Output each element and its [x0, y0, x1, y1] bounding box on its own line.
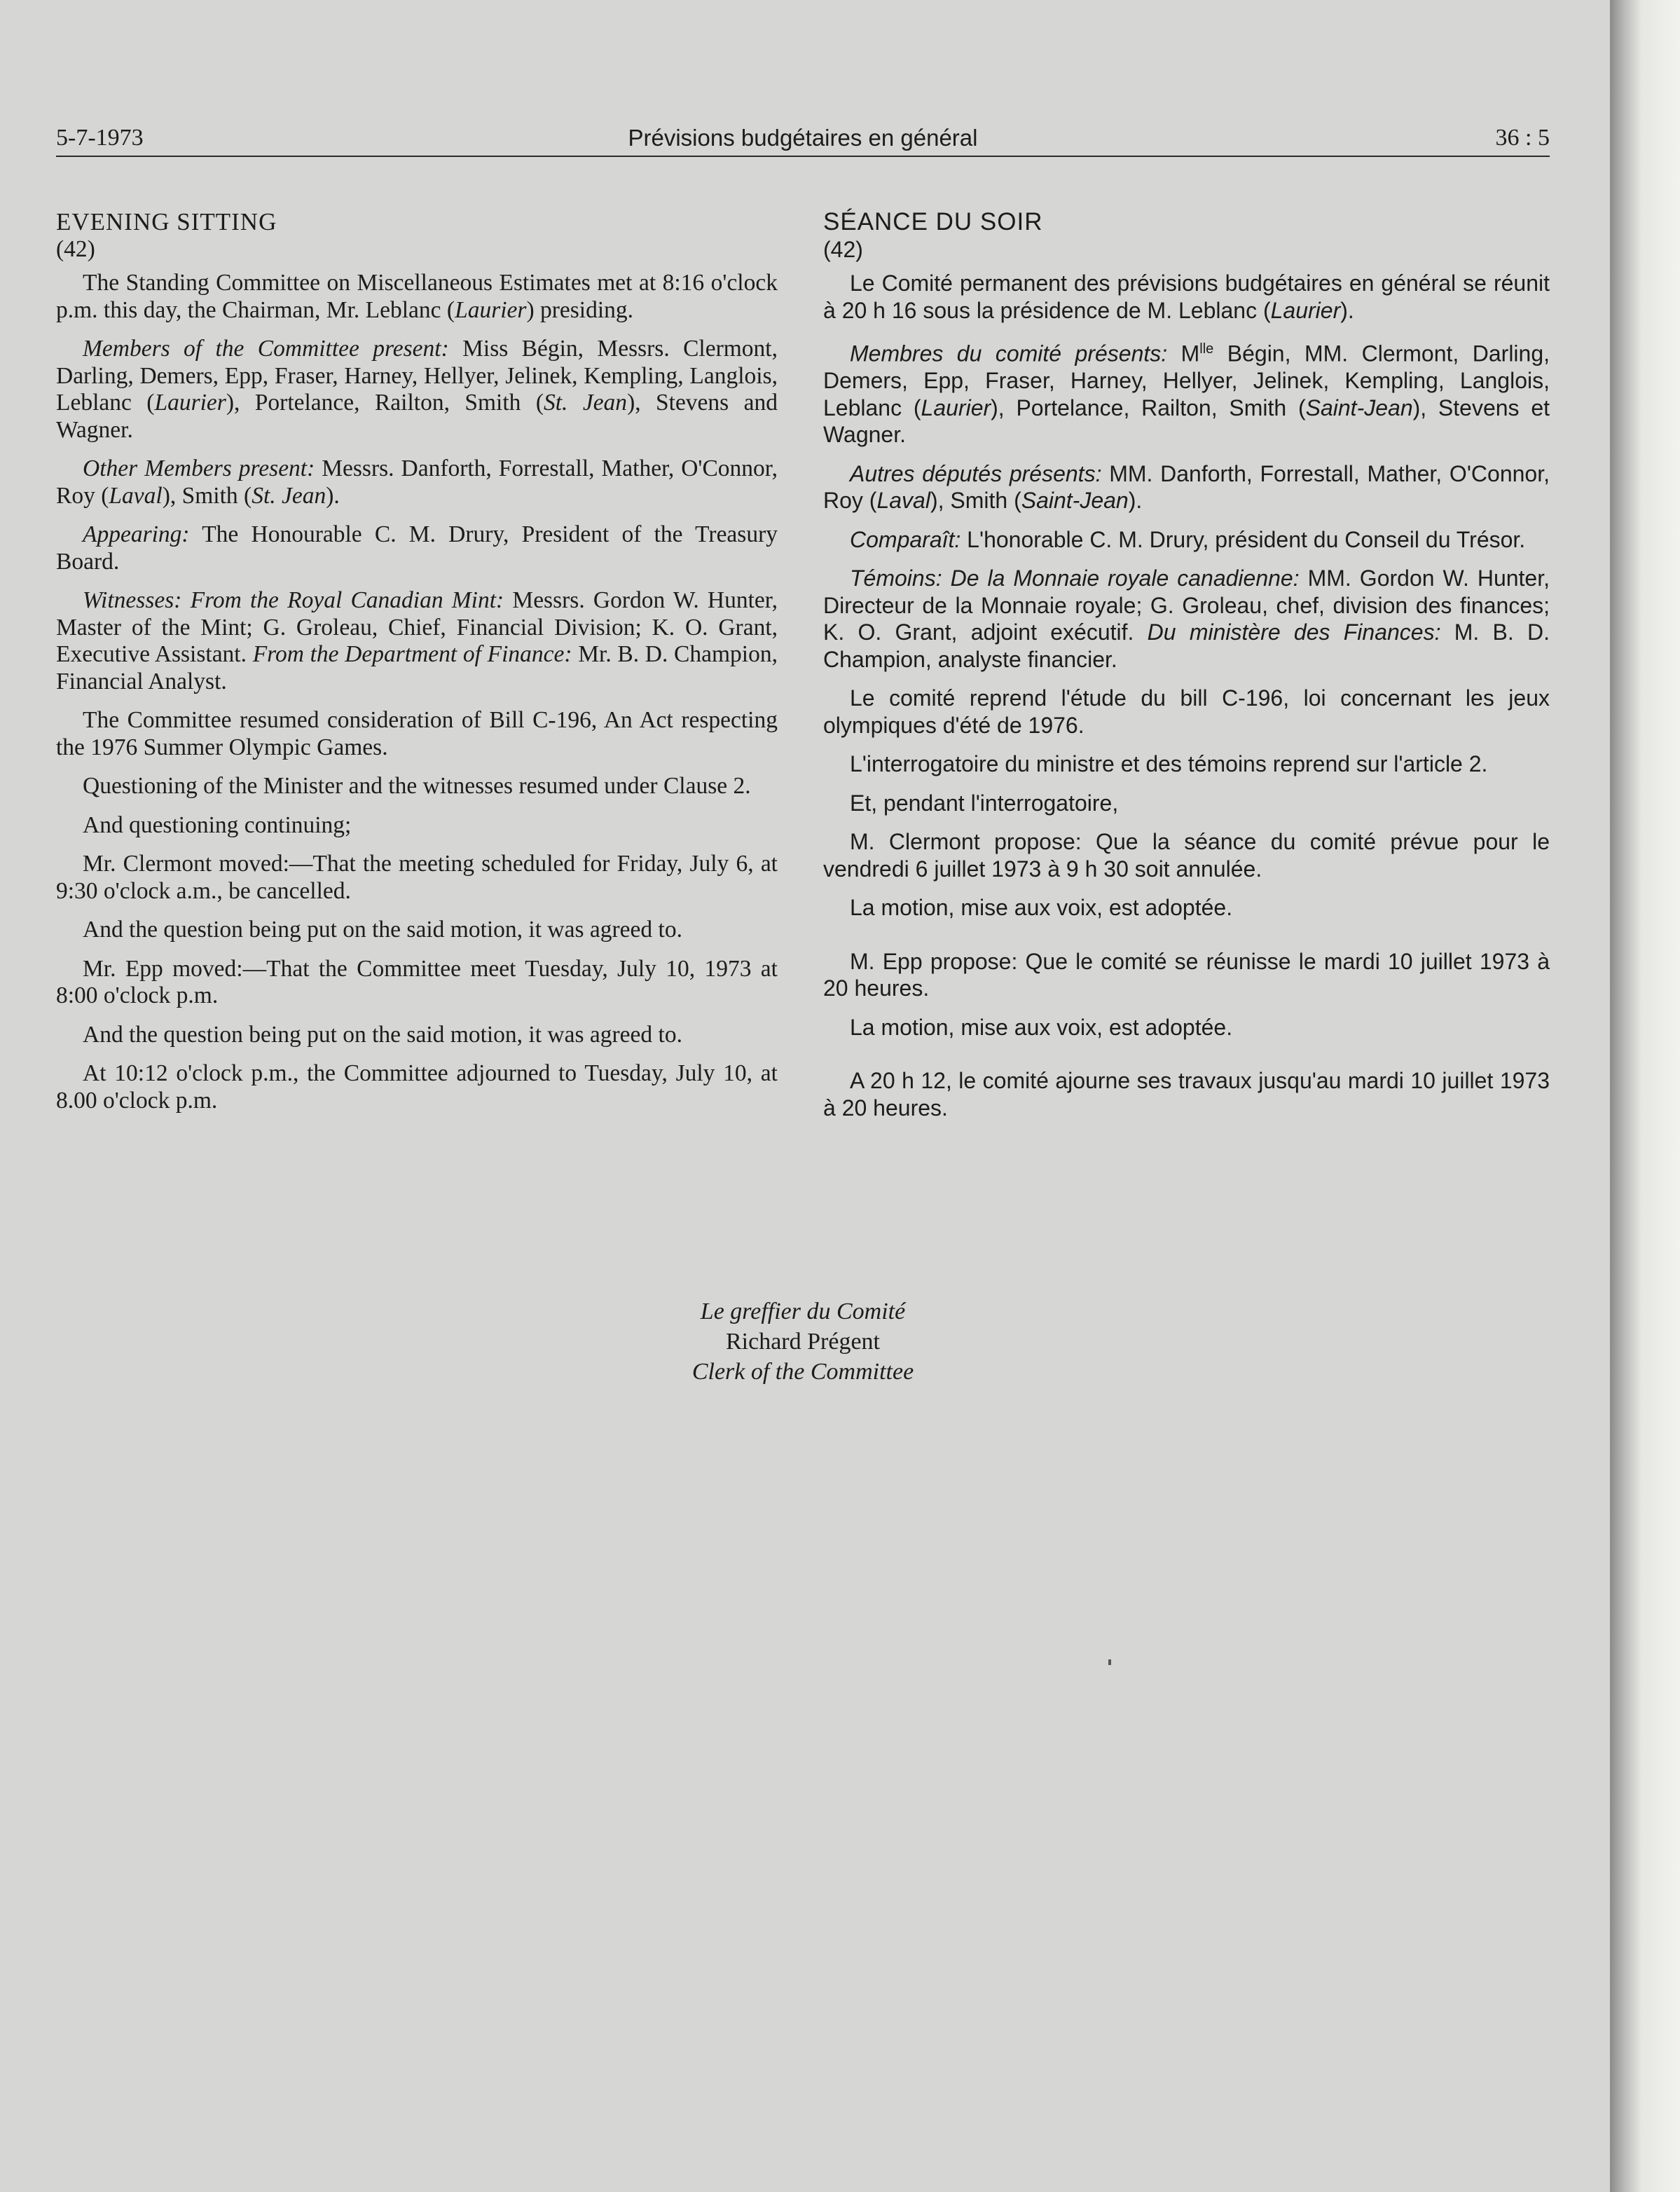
adjournment-paragraph-fr: A 20 h 12, le comité ajourne ses travaux jusqu'au mardi 10 juillet 1973 à 20 heures.: [823, 1068, 1550, 1121]
appearing-paragraph: Appearing: The Honourable C. M. Drury, President of the Treasury Board.: [56, 521, 778, 575]
questioning-continuing-paragraph-fr: Et, pendant l'interrogatoire,: [850, 790, 1119, 816]
clermont-motion-paragraph: Mr. Clermont moved:—That the meeting scheduled for Friday, July 6, at 9:30 o'clock a.m., be cancelled.: [56, 851, 778, 904]
signature-block: [56, 1296, 1550, 1387]
members-present-paragraph: Members of the Committee present: Miss Bégin, Messrs. Clermont, Darling, Demers, Epp, Fraser, Harney, Hellyer, Jelinek, Kempling, Langlois, Leblanc (Laurier), Portelance, Railton, Smith (St. Jean), Stevens and Wagner.: [56, 336, 778, 443]
motion-agreed-paragraph-2-fr: La motion, mise aux voix, est adoptée.: [850, 1014, 1233, 1040]
speck-mark: [1108, 1659, 1111, 1665]
header-date: 5-7-1973: [56, 125, 144, 151]
motion-agreed-paragraph-2: And the question being put on the said motion, it was agreed to.: [83, 1021, 682, 1048]
witnesses-paragraph-fr: Témoins: De la Monnaie royale canadienne: MM. Gordon W. Hunter, Directeur de la Monnaie royale; G. Groleau, chef, division des finances; K. O. Grant, adjoint exécutif. Du ministère des Finances: M. B. D. Champion, analyste financier.: [823, 566, 1550, 672]
sitting-heading: EVENING SITTING: [56, 208, 277, 235]
bill-resumed-paragraph-fr: Le comité reprend l'étude du bill C-196, loi concernant les jeux olympiques d'été de 1976.: [823, 685, 1550, 738]
sitting-number: (42): [56, 235, 95, 262]
clerk-title-english: Clerk of the Committee: [691, 1359, 914, 1385]
english-column: [56, 209, 778, 1126]
header-page-number: 36 : 5: [1495, 125, 1550, 151]
opening-paragraph: The Standing Committee on Miscellaneous Estimates met at 8:16 o'clock p.m. this day, the Chairman, Mr. Leblanc (Laurier) presiding.: [56, 270, 778, 323]
sitting-heading-fr: SÉANCE DU SOIR: [823, 208, 1043, 235]
other-members-paragraph-fr: Autres députés présents: MM. Danforth, Forrestall, Mather, O'Connor, Roy (Laval), Smith (Saint-Jean).: [823, 460, 1550, 514]
sitting-number-fr: (42): [823, 236, 863, 262]
epp-motion-paragraph-fr: M. Epp propose: Que le comité se réunisse le mardi 10 juillet 1973 à 20 heures.: [823, 948, 1550, 1001]
bill-resumed-paragraph: The Committee resumed consideration of Bill C-196, An Act respecting the 1976 Summer Olympic Games.: [56, 707, 778, 760]
epp-motion-paragraph: Mr. Epp moved:—That the Committee meet Tuesday, July 10, 1973 at 8:00 o'clock p.m.: [56, 955, 778, 1008]
motion-agreed-paragraph: And the question being put on the said motion, it was agreed to.: [83, 917, 682, 943]
questioning-paragraph-fr: L'interrogatoire du ministre et des témoins reprend sur l'article 2.: [850, 751, 1488, 777]
clermont-motion-paragraph-fr: M. Clermont propose: Que la séance du comité prévue pour le vendredi 6 juillet 1973 à 9 h 30 soit annulée.: [823, 829, 1550, 882]
opening-paragraph-fr: Le Comité permanent des prévisions budgétaires en général se réunit à 20 h 16 sous la présidence de M. Leblanc (Laurier).: [823, 270, 1550, 323]
french-column: [823, 209, 1550, 1133]
motion-agreed-paragraph-fr: La motion, mise aux voix, est adoptée.: [850, 895, 1233, 921]
adjournment-paragraph: At 10:12 o'clock p.m., the Committee adjourned to Tuesday, July 10, at 8.00 o'clock p.m.: [56, 1060, 778, 1114]
header-title: Prévisions budgétaires en général: [628, 125, 978, 151]
page-edge-shadow: [1610, 0, 1680, 2192]
questioning-continuing-paragraph: And questioning continuing;: [83, 811, 352, 838]
other-members-paragraph: Other Members present: Messrs. Danforth, Forrestall, Mather, O'Connor, Roy (Laval), Smith (St. Jean).: [56, 455, 778, 509]
witnesses-paragraph: Witnesses: From the Royal Canadian Mint: Messrs. Gordon W. Hunter, Master of the Mint; G. Groleau, Chief, Financial Division; K. O. Grant, Executive Assistant. From the Department of Finance: Mr. B. D. Champion, Financial Analyst.: [56, 587, 778, 694]
clerk-name: Richard Prégent: [726, 1329, 880, 1355]
members-present-paragraph-fr: Membres du comité présents: $M^{lle}$ Bégin, MM. Clermont, Darling, Demers, Epp, Fraser, Harney, Hellyer, Jelinek, Kempling, Langlois, Leblanc (Laurier), Portelance, Railton, Smith (Saint-Jean), Stevens et Wagner.: [823, 341, 1550, 448]
clerk-title-french: Le greffier du Comité: [700, 1299, 906, 1324]
questioning-paragraph: Questioning of the Minister and the witnesses resumed under Clause 2.: [83, 773, 751, 799]
appearing-paragraph-fr: Comparaît: L'honorable C. M. Drury, président du Conseil du Trésor.: [850, 526, 1526, 552]
page-header: [56, 121, 1550, 157]
